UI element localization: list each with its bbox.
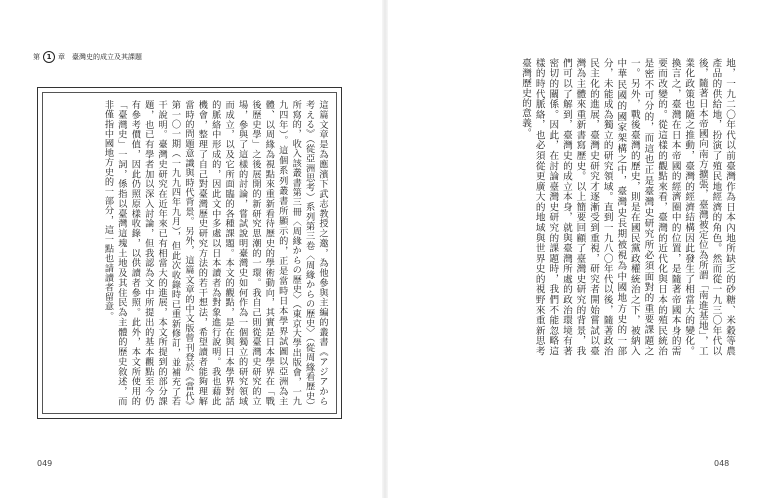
running-head — [33, 50, 142, 64]
chapter-number-badge — [43, 51, 55, 63]
page-number-left: 049 — [37, 459, 53, 468]
chapter-number: 1 — [46, 53, 52, 61]
note-box-text: 這篇文章是為應濱下武志教授之邀，為他參與主編的叢書《アジアから考える》（從亞洲思考）系列第三卷〈周緣からの歷史〉（從周緣看歷史）所寫的，收入該叢書第三冊〈周緣からの歷史〉（東京大學出版會，一九九四年）。這個系列叢書所顯示的，正是當時日本學界試圖以亞洲為主體、以周緣為視點來重新看待歷史的學術動向，其實是日本學界在「戰後歷史學」之後展開的新研究思潮的一環。我自己則從臺灣史研究的立場，參與了這樣的討論，嘗試說明臺灣史如何作為一個獨立的研究領域而成立，以及它所面臨的各種課題。本文的觀點，是在與日本學界對話的脈絡中形成的，因此文中多處以日本讀者為對象進行說明。我也藉此機會，整理了自己對臺灣歷史研究方法的若干想法，希望讀者能夠理解當時的問題意識與時代背景。另外，這篇文章的中文版曾刊登於《當代》第一〇一期（一九九四年九月），但此次收錄時已重新修訂，並補充了若干說明。臺灣史研究在近年來已有相當大的進展，本文所提到的部分課題，也已有學者加以深入討論，但我認為文中所提出的基本觀點至今仍有參考價值，因此仍照原樣收錄，以供讀者參照。此外，本文所使用的「臺灣史」一詞，係指以臺灣這塊土地及其住民為主體的歷史敘述，而非僅指中國地方史的一部分，這一點也請讀者留意。 — [102, 100, 328, 406]
chapter-suffix: 章 — [58, 53, 65, 61]
chapter-title: 臺灣史的成立及其課題 — [72, 53, 142, 61]
page-number-right: 048 — [714, 459, 730, 468]
body-text-right: 地，一九二〇年代以前臺灣作為日本內地所缺乏的砂糖、米穀等農產品的供給地，扮演了殖民地經濟的角色。然而從一九三〇年代以後，隨著日本帝國向南方擴張，臺灣被定位為所謂「南進基地」，工業化政策也隨之推動，臺灣的經濟結構因此發生了相當大的變化。換言之，臺灣在日本帝國的經濟圈中的位置，是隨著帝國本身的需要而改變的。從這樣的觀點來看，臺灣的近代化與日本的殖民統治是密不可分的，而這也正是臺灣史研究所必須面對的重要課題之一。另外，戰後臺灣的歷史，則是在國民黨政權統治之下，被納入中華民國的國家架構之中，臺灣史長期被視為中國地方史的一部分，未能成為獨立的研究領域。直到一九八〇年代以後，隨著政治民主化的進展，臺灣史研究才逐漸受到重視，研究者開始嘗試以臺灣為主體來重新書寫歷史。以上簡要回顧了臺灣史研究的背景，我們可以了解到，臺灣史的成立本身，就與臺灣所處的政治環境有著密切的關係。因此，在討論臺灣史研究的課題時，我們不能忽略這樣的時代脈絡，也必須從更廣大的地域與世界史的視野來重新思考臺灣歷史的意義。 — [520, 58, 735, 356]
chapter-prefix: 第 — [33, 53, 40, 61]
book-gutter — [382, 0, 388, 498]
note-box — [37, 87, 342, 419]
